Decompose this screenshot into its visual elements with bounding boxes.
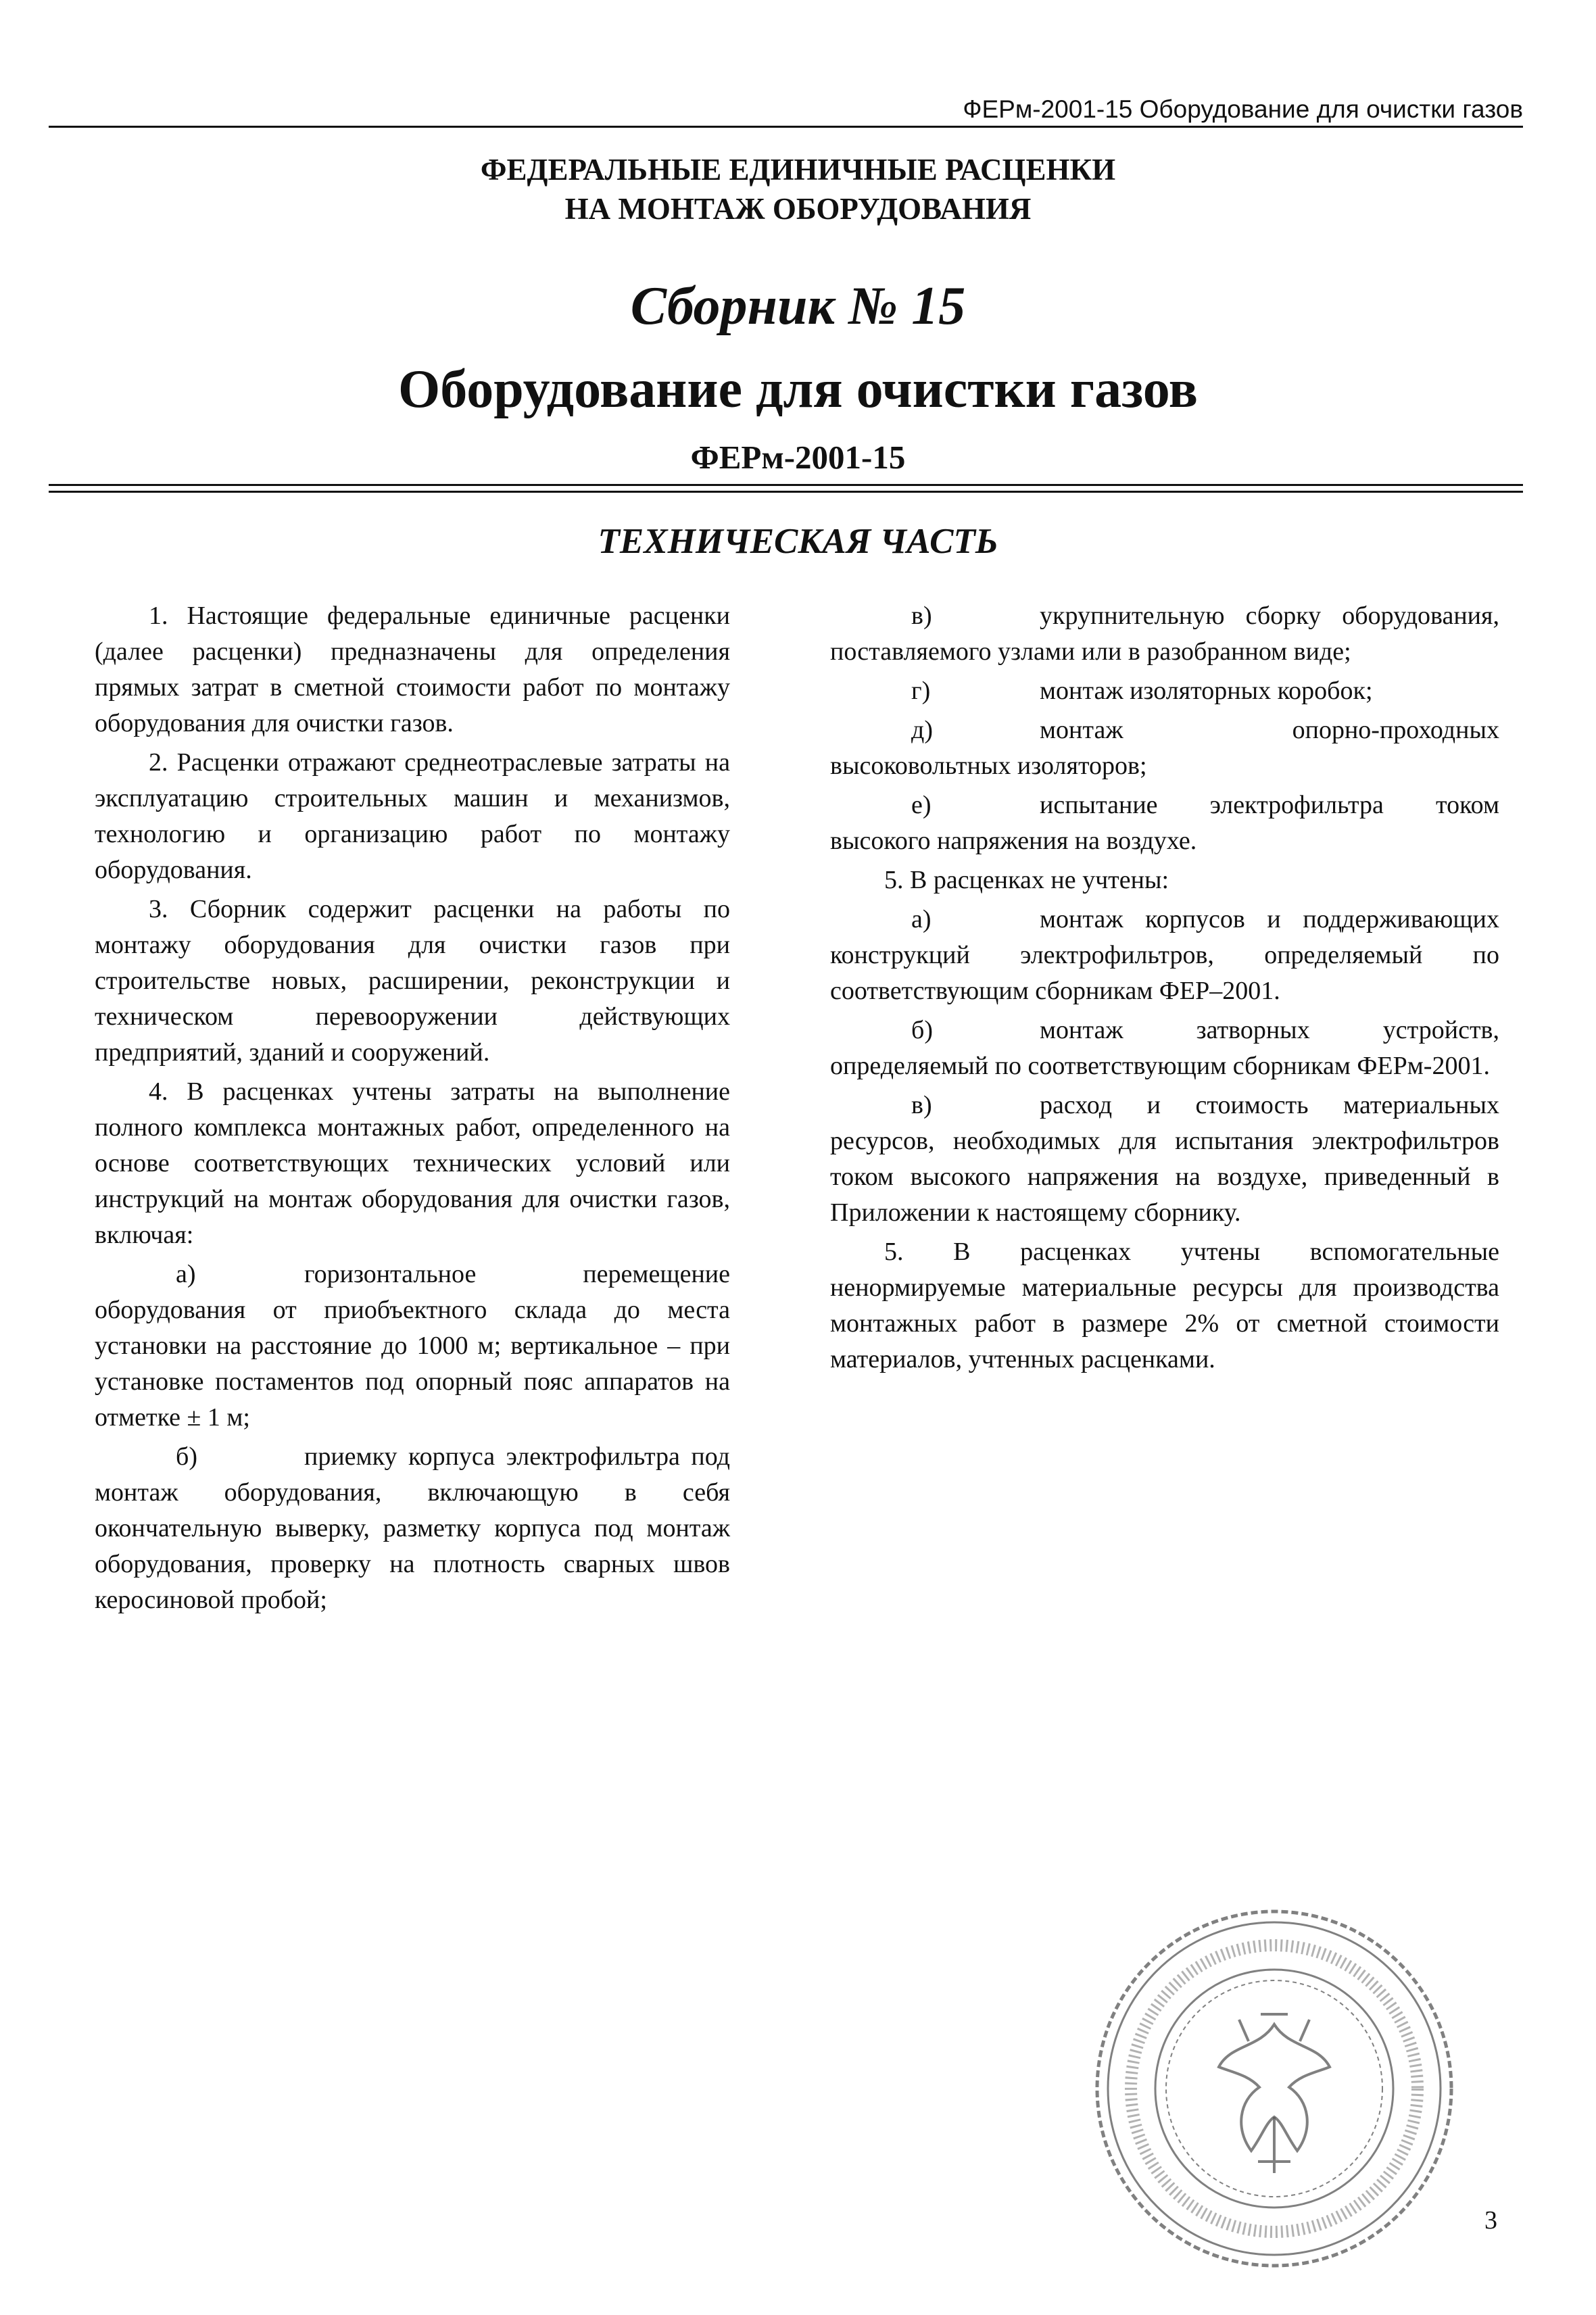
paragraph xyxy=(830,862,1499,898)
list-item-marker: в) xyxy=(911,1091,932,1119)
list-item xyxy=(830,712,1499,784)
page-number: 3 xyxy=(1484,2206,1497,2235)
list-item-text: расход и стоимость материальных ресурсов, необходимых для испытания электрофильтров током высокого напряжения на воздухе, приведенный в Приложении к настоящему сборнику. xyxy=(830,1091,1499,1227)
section-title: ТЕХНИЧЕСКАЯ ЧАСТЬ xyxy=(598,522,998,561)
list-item-text: монтаж затворных устройств, определяемый по соответствующим сборникам ФЕРм-2001. xyxy=(830,1016,1499,1080)
list-item-marker: б) xyxy=(911,1016,933,1044)
paragraph xyxy=(95,745,730,888)
paragraph-text: 1. Настоящие федеральные единичные расценки (далее расценки) предназначены для определения прямых затрат в сметной стоимости работ по монтажу оборудования для очистки газов. xyxy=(95,602,730,737)
list-item xyxy=(95,1439,730,1618)
right-column xyxy=(830,598,1499,1381)
list-item xyxy=(830,1013,1499,1084)
list-item xyxy=(830,598,1499,670)
title-double-rule-bottom xyxy=(49,491,1523,493)
list-item-marker: д) xyxy=(911,716,933,744)
paragraph-text: 5. В расценках учтены вспомогательные ненормируемые материальные ресурсы для производства монтажных работ в размере 2% от сметной стоимости материалов, учтенных расценками. xyxy=(830,1238,1499,1373)
list-item xyxy=(830,673,1499,709)
list-item-text: приемку корпуса электрофильтра под монтаж оборудования, включающую в себя окончательную выверку, разметку корпуса под монтаж оборудования, проверку на плотность сварных швов керосиновой пробой; xyxy=(95,1442,730,1614)
list-item-marker: е) xyxy=(911,791,932,819)
list-item-text: монтаж опорно-проходных высоковольтных изоляторов; xyxy=(830,716,1499,780)
list-item-text: горизонтальное перемещение оборудования от приобъектного склада до места установки на расстояние до 1000 м; вертикальное – при установке постаментов под опорный пояс аппаратов на отметке ± 1 м; xyxy=(95,1260,730,1432)
title-double-rule-top xyxy=(49,484,1523,486)
left-column xyxy=(95,598,730,1622)
running-header: ФЕРм-2001-15 Оборудование для очистки газов xyxy=(963,95,1523,123)
list-item-text: испытание электрофильтра током высокого напряжения на воздухе. xyxy=(830,791,1499,855)
document-code: ФЕРм-2001-15 xyxy=(690,439,906,476)
official-seal-icon xyxy=(1092,1906,1457,2271)
paragraph-text: 3. Сборник содержит расценки на работы по монтажу оборудования для очистки газов при строительстве новых, расширении, реконструкции и техническом перевооружении действующих предприятий, зданий и сооружений. xyxy=(95,895,730,1067)
org-title-line-1: ФЕДЕРАЛЬНЫЕ ЕДИНИЧНЫЕ РАСЦЕНКИ xyxy=(480,153,1116,187)
paragraph-text: 5. В расценках не учтены: xyxy=(884,866,1169,894)
list-item-text: монтаж изоляторных коробок; xyxy=(1040,677,1373,705)
list-item xyxy=(95,1257,730,1436)
list-item-marker: а) xyxy=(176,1260,196,1288)
list-item-marker: в) xyxy=(911,602,932,630)
list-item xyxy=(830,902,1499,1009)
paragraph-text: 4. В расценках учтены затраты на выполнение полного комплекса монтажных работ, определенного на основе соответствующих технических условий или инструкций на монтаж оборудования для очистки газов, включая: xyxy=(95,1077,730,1249)
paragraph xyxy=(95,1074,730,1253)
paragraph xyxy=(95,598,730,741)
list-item-text: монтаж корпусов и поддерживающих конструкций электрофильтров, определяемый по соответствующим сборникам ФЕР–2001. xyxy=(830,905,1499,1005)
list-item-marker: б) xyxy=(176,1442,197,1471)
page-title: Оборудование для очистки газов xyxy=(398,360,1198,419)
list-item-text: укрупнительную сборку оборудования, поставляемого узлами или в разобранном виде; xyxy=(830,602,1499,666)
list-item xyxy=(830,787,1499,859)
paragraph xyxy=(95,892,730,1071)
collection-number: Сборник № 15 xyxy=(630,276,966,336)
org-title-line-2: НА МОНТАЖ ОБОРУДОВАНИЯ xyxy=(564,192,1032,226)
header-rule xyxy=(49,126,1523,128)
list-item-marker: г) xyxy=(911,677,931,705)
paragraph-text: 2. Расценки отражают среднеотраслевые затраты на эксплуатацию строительных машин и механизмов, технологию и организацию работ по монтажу оборудования. xyxy=(95,748,730,884)
list-item xyxy=(830,1088,1499,1231)
paragraph xyxy=(830,1234,1499,1378)
org-title xyxy=(0,150,1596,228)
list-item-marker: а) xyxy=(911,905,932,933)
